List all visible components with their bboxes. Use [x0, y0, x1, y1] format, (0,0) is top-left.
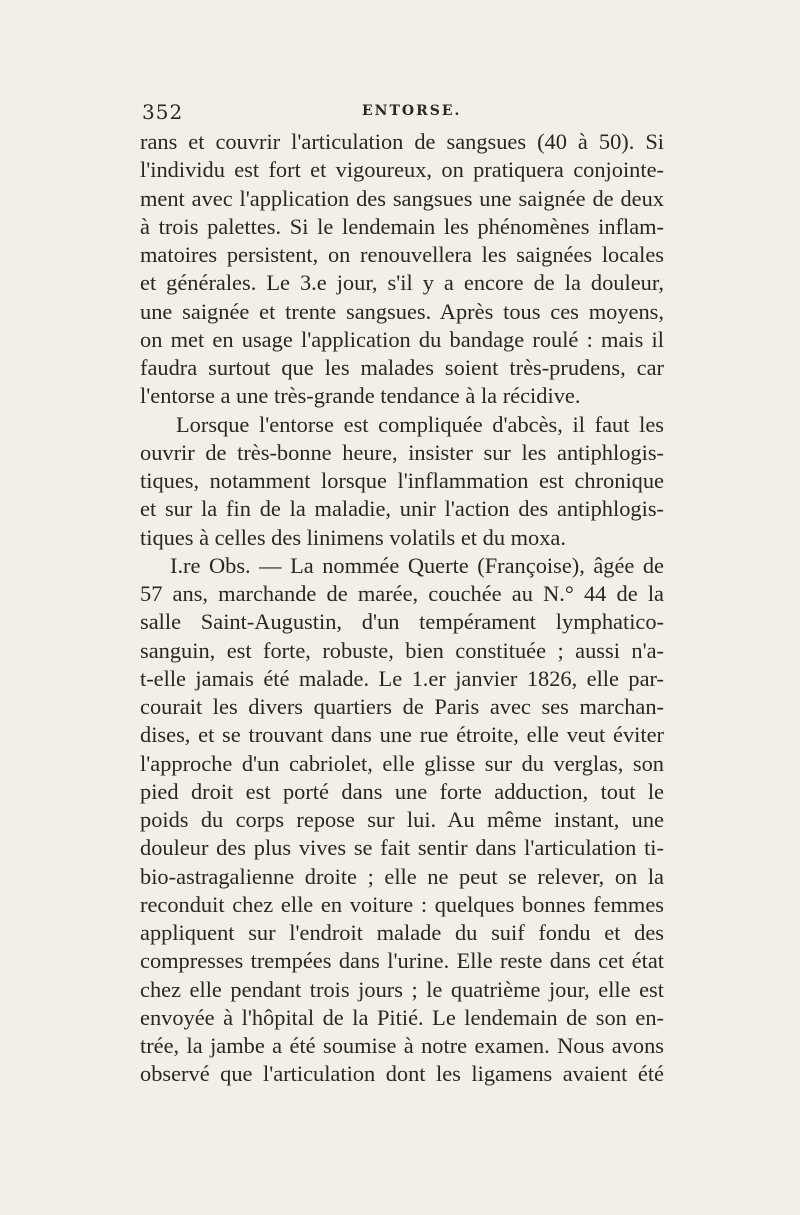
text-line: bio-astragalienne droite ; elle ne peut se relever, on la: [140, 863, 664, 889]
text-line: compresses trempées dans l'urine. Elle reste dans cet état: [140, 948, 664, 974]
body-text: [140, 128, 664, 1089]
text-line: sanguin, est forte, robuste, bien constituée ; aussi n'a-: [140, 637, 664, 663]
page-number: 352: [142, 100, 184, 124]
text-line: et sur la fin de la maladie, unir l'action des antiphlogis-: [140, 496, 664, 522]
text-line: pied droit est porté dans une forte adduction, tout le: [140, 778, 664, 804]
text-line: dises, et se trouvant dans une rue étroite, elle veut éviter: [140, 722, 664, 748]
text-line: faudra surtout que les malades soient très-prudens, car: [140, 355, 664, 380]
text-line: salle Saint-Augustin, d'un tempérament lymphatico-: [140, 609, 664, 635]
text-line: trée, la jambe a été soumise à notre examen. Nous avons: [140, 1033, 664, 1058]
text-line: matoires persistent, on renouvellera les saignées locales: [140, 242, 664, 267]
text-line: une saignée et trente sangsues. Après tous ces moyens,: [140, 298, 664, 324]
text-line: reconduit chez elle en voiture : quelques bonnes femmes: [140, 891, 664, 917]
text-line: on met en usage l'application du bandage roulé : mais il: [140, 326, 664, 352]
text-line: l'approche d'un cabriolet, elle glisse sur du verglas, son: [140, 750, 664, 776]
text-line: courait les divers quartiers de Paris avec ses marchan-: [140, 694, 664, 719]
text-line: l'entorse a une très-grande tendance à la récidive.: [140, 383, 581, 409]
observation-heading-line: I.re Obs. — La nommée Querte (Françoise), âgée de: [170, 552, 664, 578]
text-line: appliquent sur l'endroit malade du suif fondu et des: [140, 920, 664, 945]
text-line: tiques, notamment lorsque l'inflammation est chronique: [140, 468, 664, 493]
text-line: rans et couvrir l'articulation de sangsues (40 à 50). Si: [140, 129, 664, 154]
page-header: [142, 100, 662, 126]
text-line: t-elle jamais été malade. Le 1.er janvier 1826, elle par-: [140, 665, 664, 691]
text-line: 57 ans, marchande de marée, couchée au N.° 44 de la: [140, 581, 664, 606]
text-line: ment avec l'application des sangsues une saignée de deux: [140, 185, 664, 211]
text-line: envoyée à l'hôpital de la Pitié. Le lendemain de son en-: [140, 1004, 664, 1030]
text-line: à trois palettes. Si le lendemain les phénomènes inflam-: [140, 213, 664, 239]
text-line: poids du corps repose sur lui. Au même instant, une: [140, 807, 664, 832]
paragraph-start-line: Lorsque l'entorse est compliquée d'abcès, il faut les: [176, 411, 664, 437]
text-line: chez elle pendant trois jours ; le quatrième jour, elle est: [140, 976, 664, 1002]
text-line: et générales. Le 3.e jour, s'il y a encore de la douleur,: [140, 270, 664, 296]
text-line: douleur des plus vives se fait sentir dans l'articulation ti-: [140, 835, 664, 861]
text-line: observé que l'articulation dont les ligamens avaient été: [140, 1061, 664, 1087]
running-head: ENTORSE.: [362, 103, 462, 119]
text-line: tiques à celles des linimens volatils et du moxa.: [140, 524, 566, 550]
text-line: ouvrir de très-bonne heure, insister sur les antiphlogis-: [140, 439, 664, 465]
text-line: l'individu est fort et vigoureux, on pratiquera conjointe-: [140, 157, 664, 183]
